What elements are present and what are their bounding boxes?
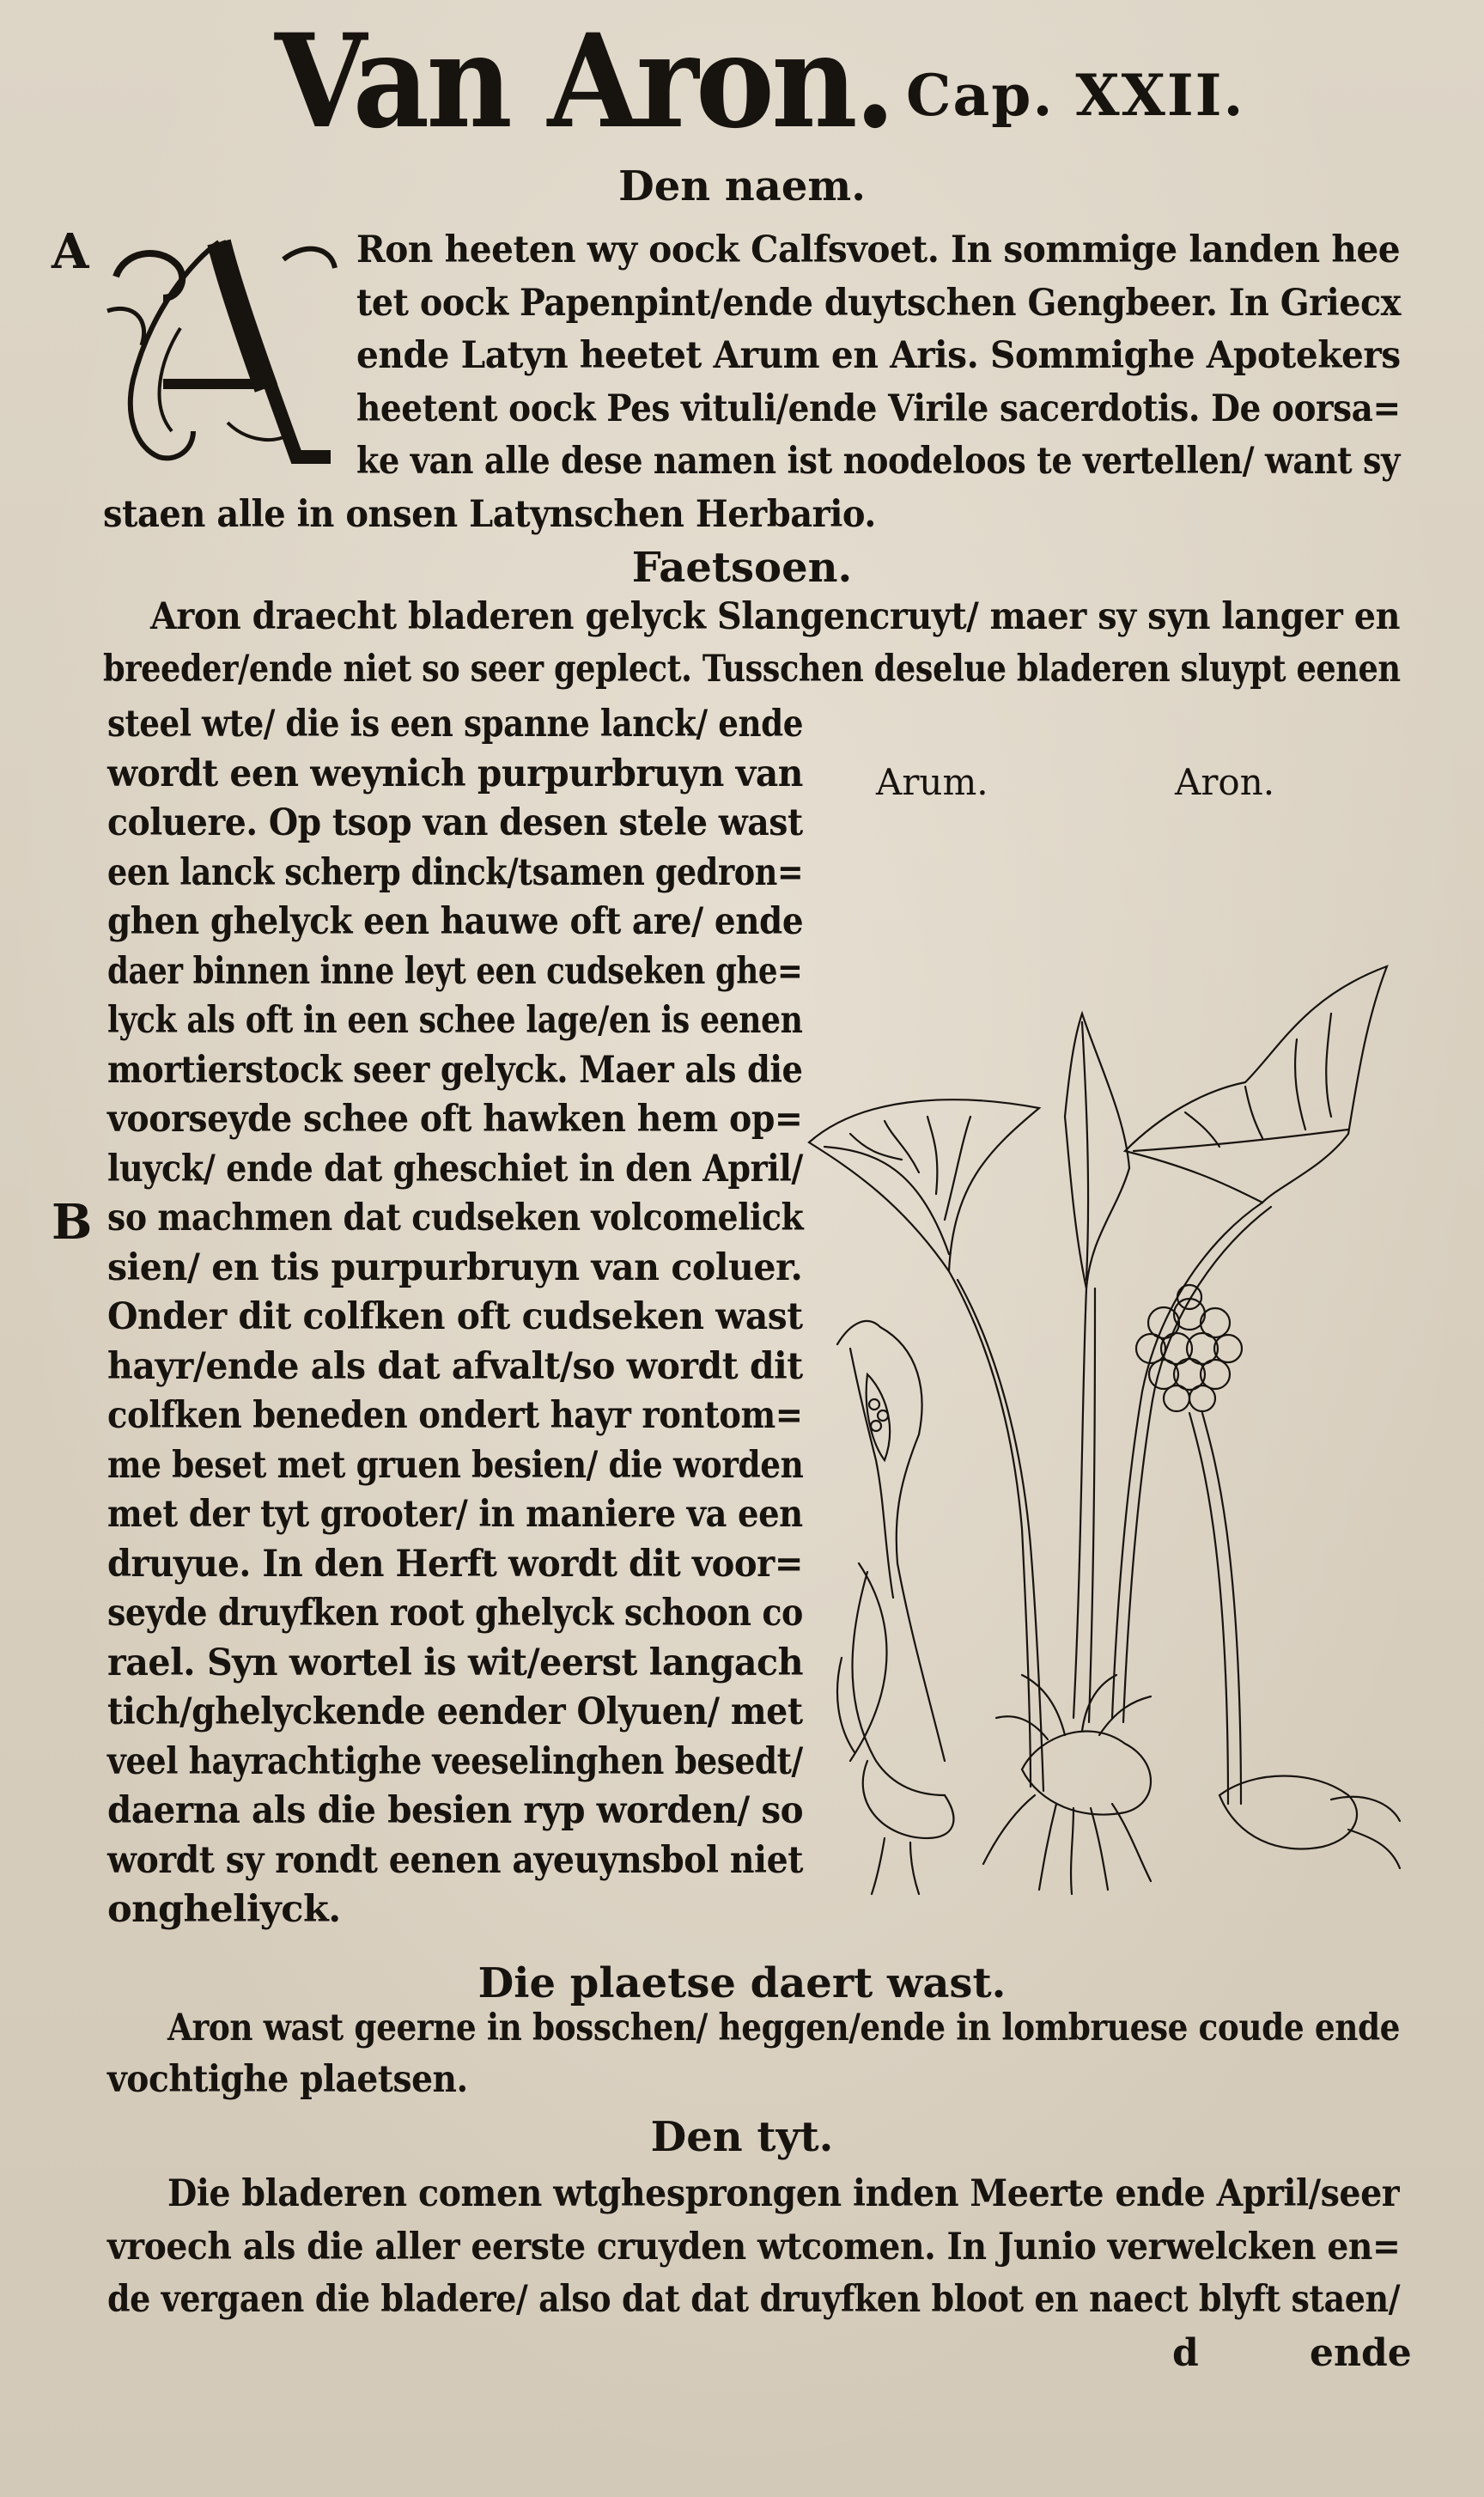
form-full-line: Aron draecht bladeren gelyck Slangencruyt/ maer sy syn langer en [150,595,1400,638]
form-col-line: Onder dit colfken oft cudseken wast [107,1295,803,1338]
form-col-line: hayr/ende als dat afvalt/so wordt dit [107,1344,803,1388]
form-col-line: mortierstock seer gelyck. Maer als die [107,1048,803,1092]
form-col-line: ghen ghelyck een hauwe oft are/ ende [107,900,804,943]
form-col-line: wordt sy rondt eenen ayeuynsbol niet [107,1838,803,1882]
section-heading-place: Die plaetse daert wast. [477,1959,1007,2007]
place-lines-line: vochtighe plaetsen. [107,2058,468,2101]
chapter-number: Cap. XXII. [906,62,1245,129]
catchword: ende [1310,2331,1412,2375]
form-col-line: coluere. Op tsop van desen stele wast [107,801,803,844]
form-col-line: lyck als oft in een schee lage/en is eenen [107,999,803,1042]
form-col-line: tich/ghelyckende eender Olyuen/ met [107,1690,803,1733]
form-col-line: wordt een weynich purpurbruyn van [107,752,803,795]
time-lines-line: de vergaen die bladere/ also dat dat druyfken bloot en naect blyft staen/ [107,2278,1401,2321]
form-col-line: een lanck scherp dinck/tsamen gedron= [107,850,804,894]
form-full-line: breeder/ende niet so seer geplect. Tusschen deselue bladeren sluypt eenen [103,648,1401,691]
name-lines-line: heetent oock Pes vituli/ende Virile sacerdotis. De oorsa= [356,387,1401,430]
form-col-line: me beset met gruen besien/ die worden [107,1443,804,1487]
time-lines-line: vroech als die aller eerste cruyden wtcomen. In Junio verwelcken en= [107,2225,1401,2269]
form-col-line: daerna als die besien ryp worden/ so [107,1789,804,1832]
figure-caption-aron: Aron. [1175,761,1275,803]
section-heading-form: Faetsoen. [631,544,853,592]
name-lines-line: staen alle in onsen Latynschen Herbario. [103,492,876,536]
form-col-line: daer binnen inne leyt een cudseken ghe= [107,949,803,993]
aron-plant-woodcut [799,945,1417,1898]
time-lines-line: Die bladeren comen wtghesprongen inden Meerte ende April/seer [167,2172,1400,2215]
form-col-line: steel wte/ die is een spanne lanck/ ende [107,703,804,746]
figure-caption-arum: Arum. [876,761,988,803]
form-col-line: luyck/ ende dat gheschiet in den April/ [107,1147,803,1191]
margin-letter-a: A [52,223,89,280]
form-col-line: sien/ en tis purpurbruyn van coluer. [107,1245,803,1289]
name-lines-line: ende Latyn heetet Arum en Aris. Sommighe Apotekers [356,334,1401,377]
section-heading-time: Den tyt. [650,2113,834,2161]
name-lines-line: tet oock Papenpint/ende duytschen Gengbeer. In Griecx [356,281,1401,325]
form-col-line: rael. Syn wortel is wit/eerst langach [107,1641,804,1684]
form-col-line: colfken beneden ondert hayr rontom= [107,1394,803,1437]
page-title: Van Aron. [275,6,893,157]
signature-mark: d [1172,2331,1199,2375]
form-col-line: voorseyde schee oft hawken hem op= [107,1098,803,1141]
name-lines-line: Ron heeten wy oock Calfsvoet. In sommige landen hee [356,228,1401,271]
form-col-line: so machmen dat cudseken volcomelick [107,1197,804,1239]
drop-cap-initial [99,225,344,478]
form-col-line: seyde druyfken root ghelyck schoon co [107,1592,803,1635]
form-col-line: ongheliyck. [107,1888,341,1931]
form-col-line: veel hayrachtighe veeselinghen besedt/ [107,1739,803,1783]
section-heading-name: Den naem. [618,162,866,210]
margin-letter-b: B [52,1194,93,1251]
form-col-line: met der tyt grooter/ in maniere va een [107,1493,803,1536]
form-col-line: druyue. In den Herft wordt dit voor= [107,1542,803,1586]
name-lines-line: ke van alle dese namen ist noodeloos te vertellen/ want sy [356,440,1400,483]
place-lines-line: Aron wast geerne in bosschen/ heggen/ende in lombruese coude ende [167,2007,1401,2049]
